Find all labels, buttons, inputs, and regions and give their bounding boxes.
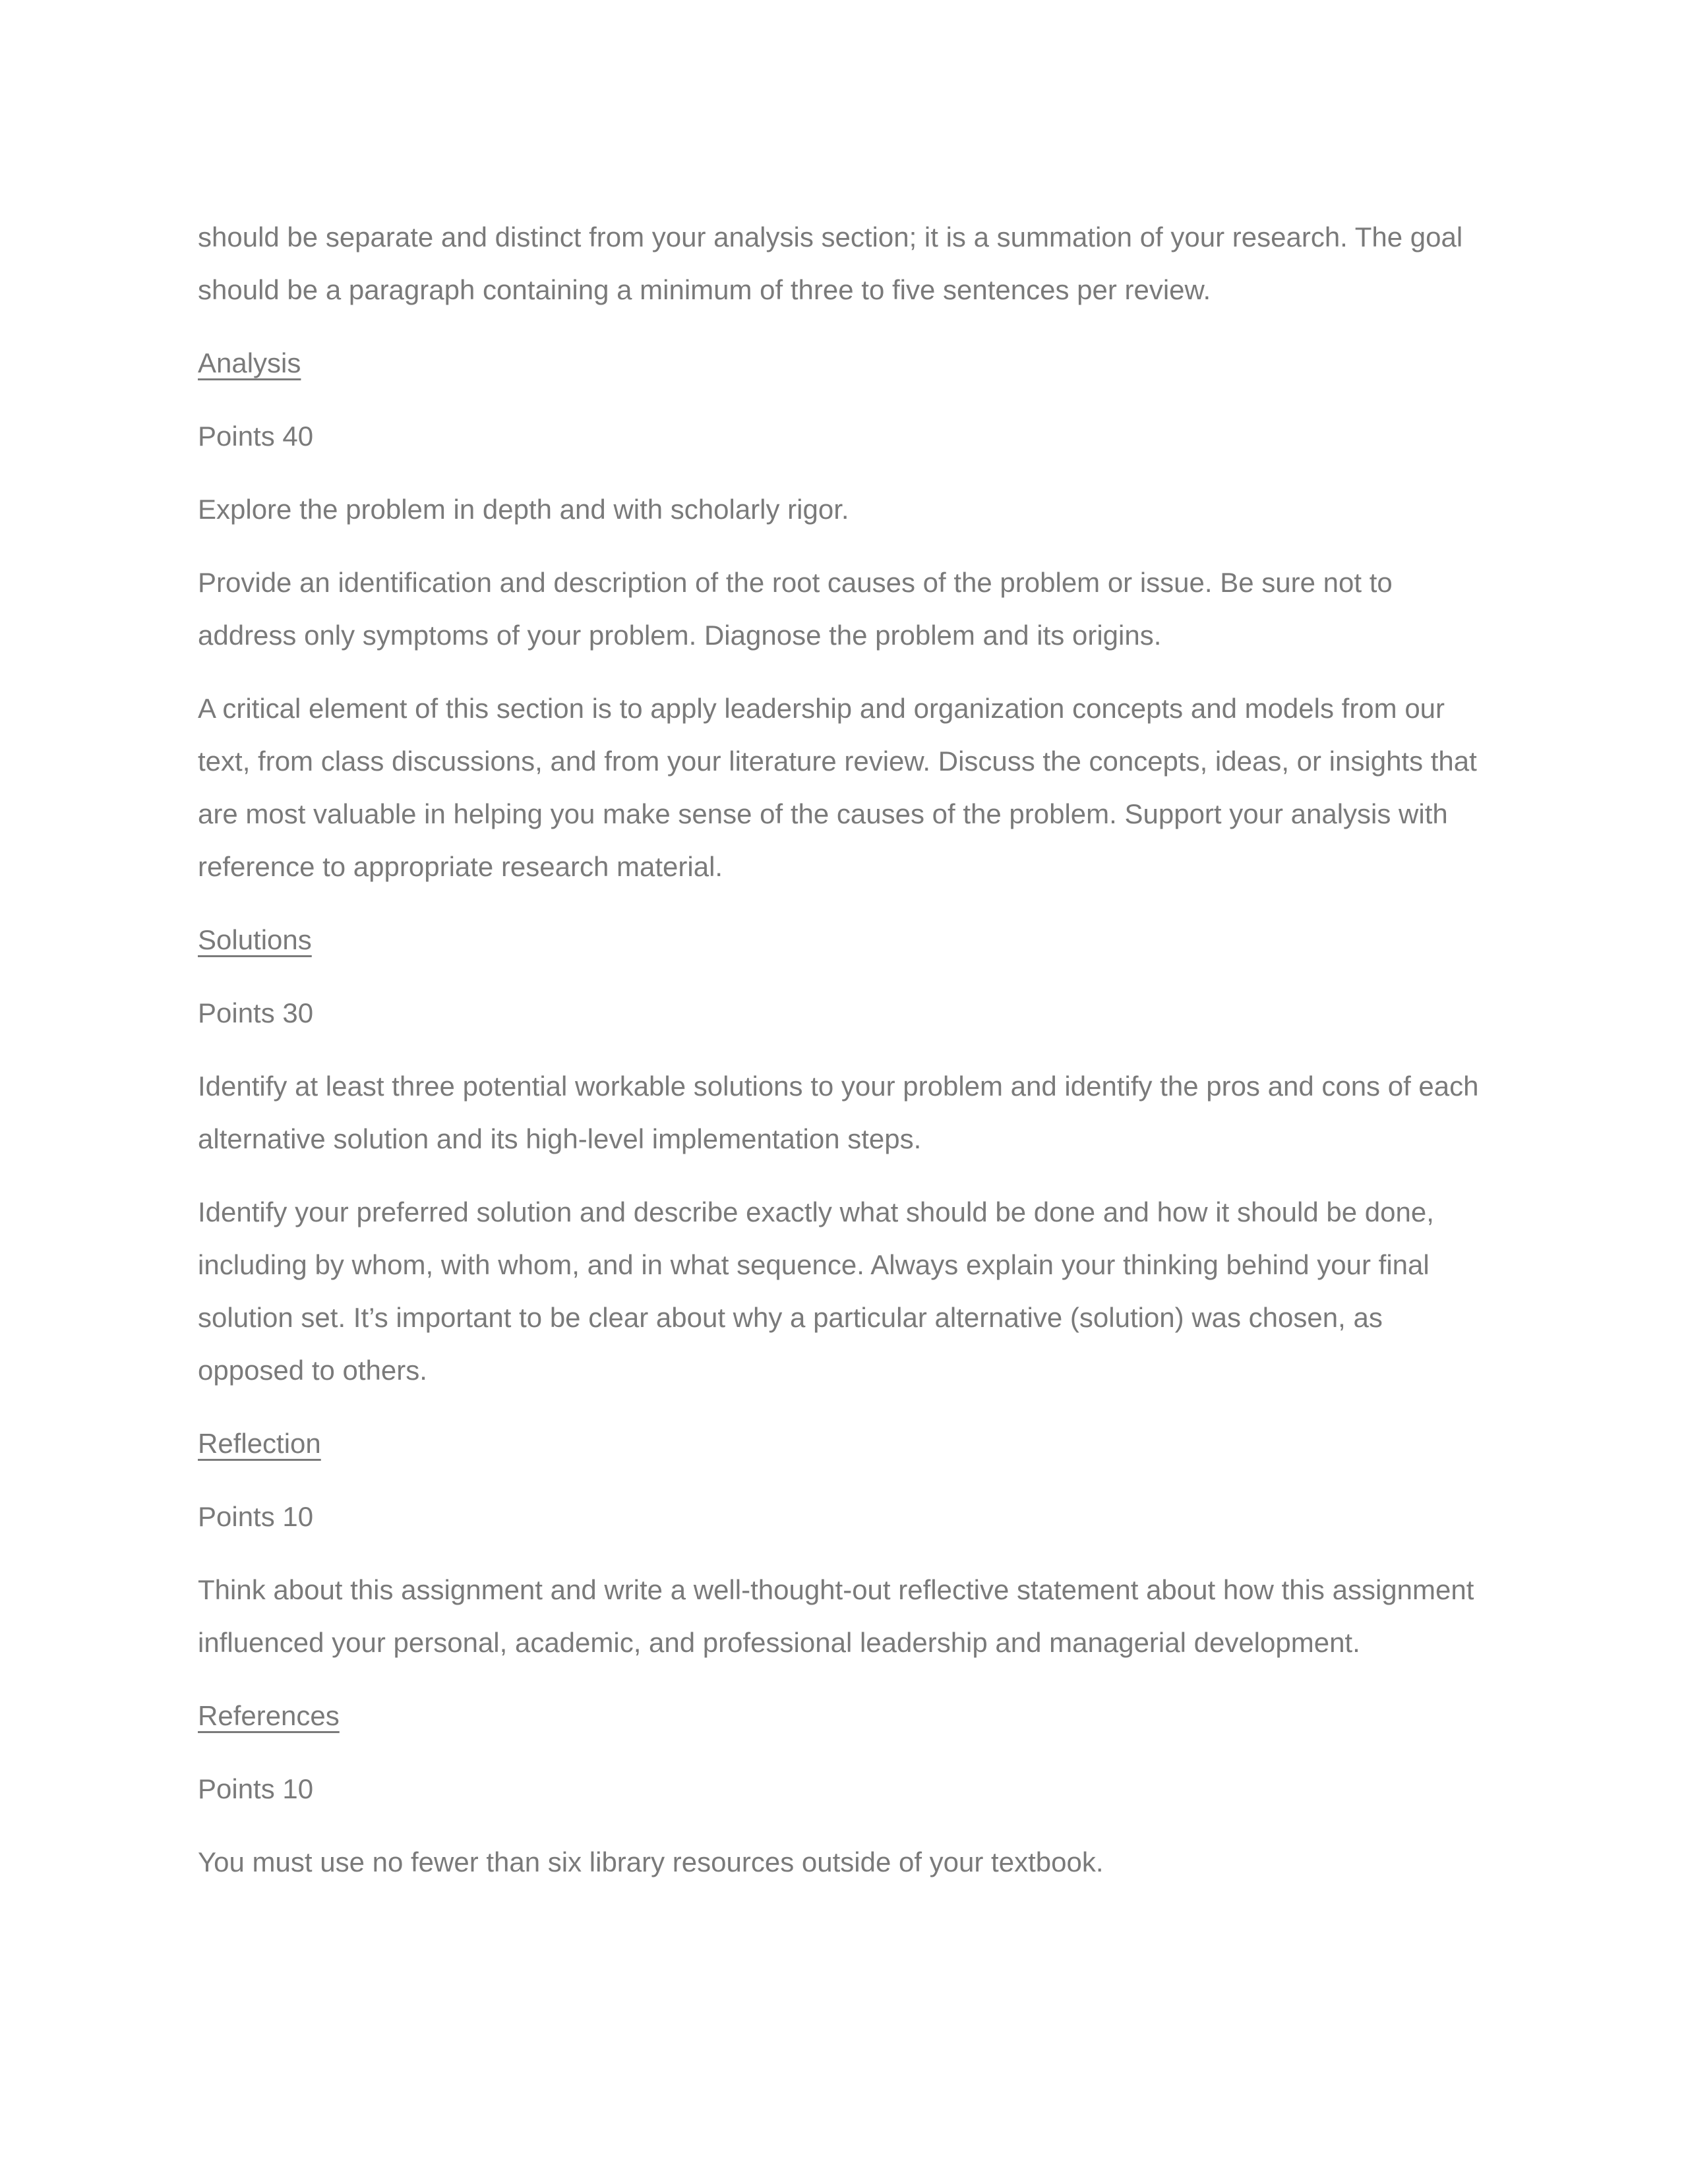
references-heading: References <box>198 1700 340 1731</box>
reflection-heading: Reflection <box>198 1428 321 1459</box>
intro-continuation-paragraph: should be separate and distinct from your analysis section; it is a summation of your research. The goal should be a paragraph containing a minimum of three to five sentences per review. <box>198 221 1463 305</box>
analysis-paragraph: Provide an identification and description of the root causes of the problem or issue. Be sure not to address only symptoms of your problem. Diagnose the problem and its origins. <box>198 567 1393 651</box>
analysis-points: Points 40 <box>198 421 314 452</box>
references-points: Points 10 <box>198 1773 314 1804</box>
reflection-paragraph: Think about this assignment and write a well-thought-out reflective statement about how this assignment influenced your personal, academic, and professional leadership and managerial development. <box>198 1574 1474 1658</box>
reflection-points: Points 10 <box>198 1501 314 1532</box>
solutions-heading: Solutions <box>198 924 312 955</box>
references-paragraph: You must use no fewer than six library resources outside of your textbook. <box>198 1846 1104 1877</box>
analysis-heading: Analysis <box>198 347 301 378</box>
solutions-paragraph: Identify at least three potential workable solutions to your problem and identify the pros and cons of each alternative solution and its high-level implementation steps. <box>198 1071 1479 1154</box>
solutions-points: Points 30 <box>198 997 314 1028</box>
analysis-paragraph: A critical element of this section is to apply leadership and organization concepts and models from our text, from class discussions, and from your literature review. Discuss the concepts, ideas, or insights that are most valuable in helping you make sense of the causes of the problem. Support your analysis with reference to appropriate research material. <box>198 693 1477 882</box>
solutions-paragraph: Identify your preferred solution and describe exactly what should be done and how it should be done, including by whom, with whom, and in what sequence. Always explain your thinking behind your final solution set. It’s important to be clear about why a particular alternative (solution) was chosen, as opposed to others. <box>198 1196 1434 1386</box>
analysis-paragraph: Explore the problem in depth and with scholarly rigor. <box>198 494 849 525</box>
document-body <box>198 211 1490 1909</box>
